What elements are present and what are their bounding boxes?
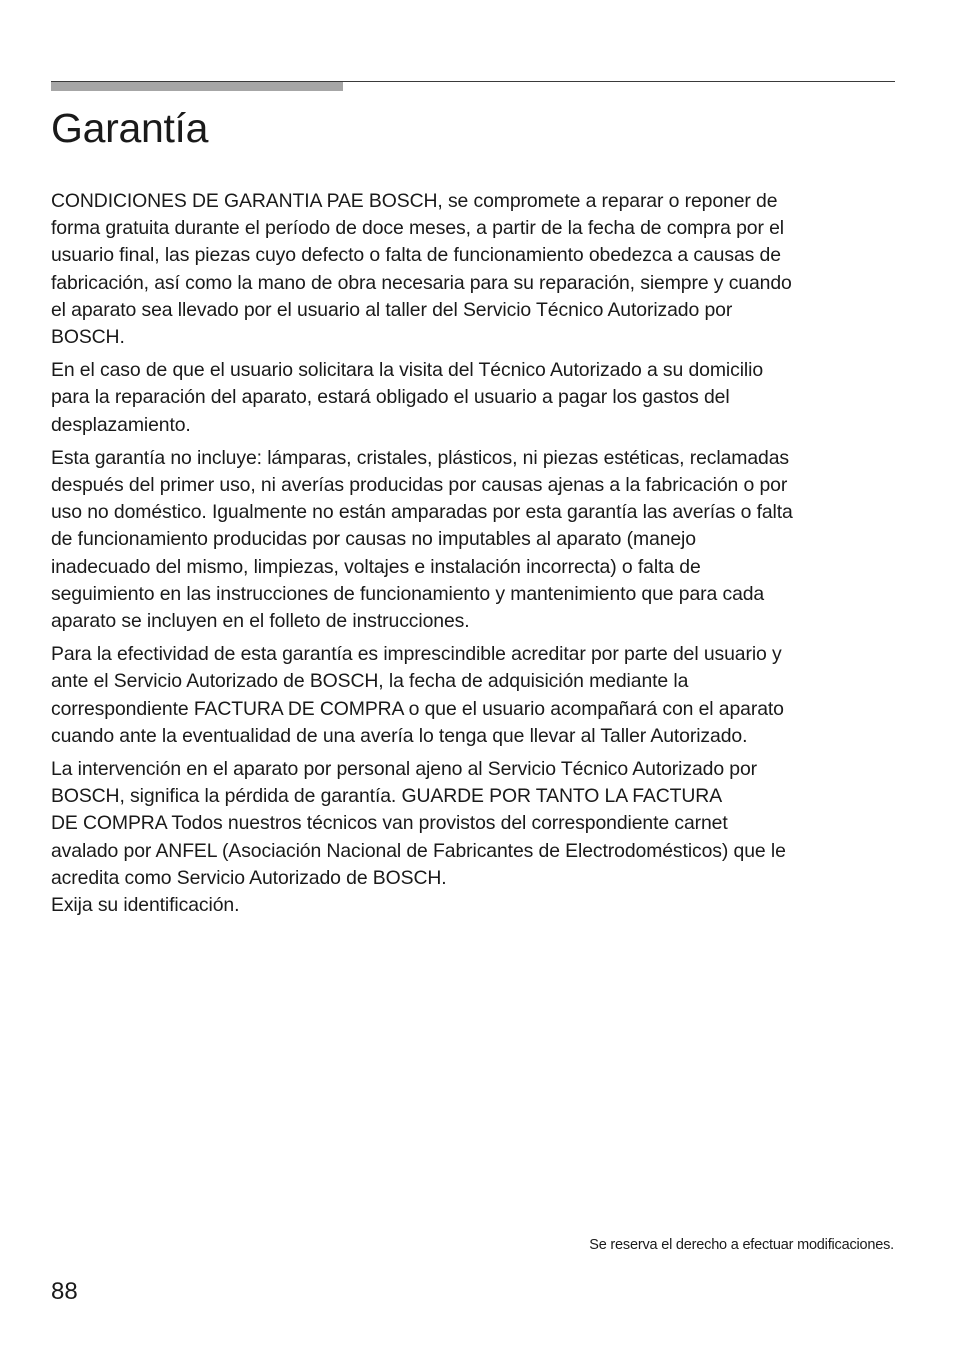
footer-note: Se reserva el derecho a efectuar modificaciones.: [589, 1237, 894, 1253]
paragraph-proof-of-purchase: Para la efectividad de esta garantía es imprescindible acreditar por parte del usuario y ante el Servicio Autorizado de BOSCH, la fecha de adquisición mediante la correspondiente FACTURA DE COMPRA o que el usuario acompañará con el aparato cuando ante la eventualidad de una avería lo tenga que llevar al Taller Autorizado.: [51, 643, 784, 747]
paragraph-exclusions: Esta garantía no incluye: lámparas, cristales, plásticos, ni piezas estéticas, reclamadas después del primer uso, ni averías producidas por causas ajenas a la fabricación o por uso no doméstico. Igualmente no están amparadas por esta garantía las averías o falta de funcionamiento producidas por causas no imputables al aparato (manejo inadecuado del mismo, limpiezas, voltajes e instalación incorrecta) o falta de seguimiento en las instrucciones de funcionamiento y mantenimiento que para cada aparato se incluyen en el folleto de instrucciones.: [51, 446, 793, 633]
warranty-body: [51, 188, 901, 925]
page-title: Garantía: [51, 105, 209, 151]
paragraph-home-visit: En el caso de que el usuario solicitara la visita del Técnico Autorizado a su domicilio para la reparación del aparato, estará obligado el usuario a pagar los gastos del desplazamiento.: [51, 359, 764, 436]
header-accent-bar: [51, 82, 343, 91]
paragraph-warranty-conditions: CONDICIONES DE GARANTIA PAE BOSCH, se compromete a reparar o reponer de forma gratuita durante el período de doce meses, a partir de la fecha de compra por el usuario final, las piezas cuyo defecto o falta de funcionamiento obedezca a causas de fabricación, así como la mano de obra necesaria para su reparación, siempre y cuando el aparato sea llevado por el usuario al taller del Servicio Técnico Autorizado por BOSCH.: [51, 190, 792, 349]
page-number: 88: [51, 1278, 78, 1305]
paragraph-authorized-service: La intervención en el aparato por personal ajeno al Servicio Técnico Autorizado por BOSCH, significa la pérdida de garantía. GUARDE POR TANTO LA FACTURA DE COMPRA Todos nuestros técnicos van provistos del correspondiente carnet avalado por ANFEL (Asociación Nacional de Fabricantes de Electrodomésticos) que le acredita como Servicio Autorizado de BOSCH. Exija su identificación.: [51, 758, 786, 917]
